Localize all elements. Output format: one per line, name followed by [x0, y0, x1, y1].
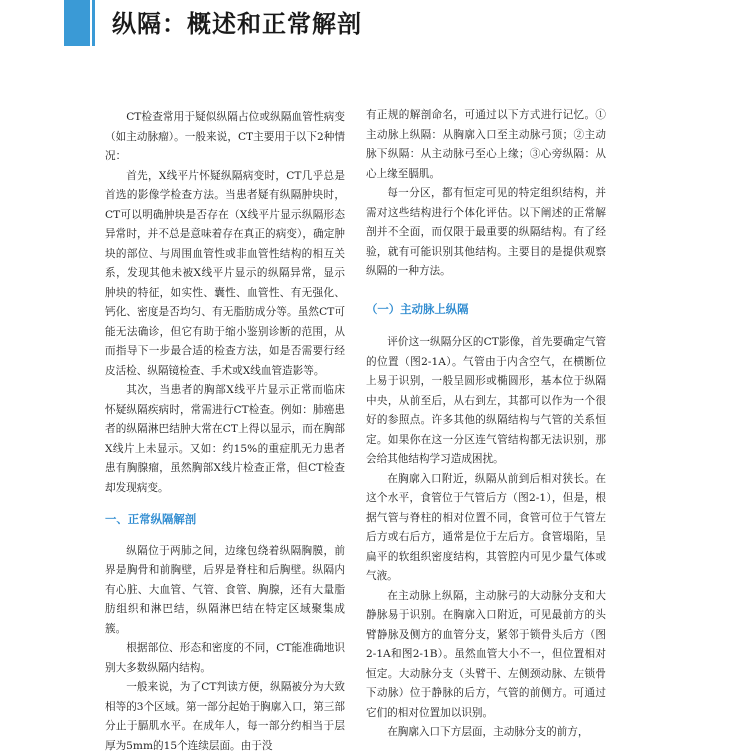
page-title: 纵隔：概述和正常解剖	[112, 10, 362, 38]
title-accent-bar	[64, 0, 90, 46]
paragraph: 在胸廓入口下方层面，主动脉分支的前方，	[387, 726, 589, 738]
paragraph: CT检查常用于疑似纵隔占位或纵隔血管性病变（如主动脉瘤）。一般来说，CT主要用于以下2种情况：	[105, 111, 345, 162]
right-column	[366, 106, 606, 743]
paragraph: 有正规的解剖命名，可通过以下方式进行记忆。①主动脉上纵隔：从胸廓入口至主动脉弓顶；②主动脉下纵隔：从主动脉弓至心上缘；③心旁纵隔：从心上缘至膈肌。	[366, 109, 606, 180]
section-heading: （一）主动脉上纵隔	[366, 301, 469, 316]
paragraph: 其次，当患者的胸部X线平片显示正常而临床怀疑纵隔疾病时，常需进行CT检查。例如：肺癌患者的纵隔淋巴结肿大常在CT上得以显示，而在胸部X线片上未显示。又如：约15%的重症肌无力患者患有胸腺瘤，虽然胸部X线片检查正常，但CT检查却发现病变。	[105, 384, 345, 494]
paragraph: 每一分区，都有恒定可见的特定组织结构，并需对这些结构进行个体化评估。以下阐述的正常解剖并不全面，而仅限于最重要的纵隔结构。有了经验，就有可能识别其他结构。主要目的是提供观察纵隔的一种方法。	[366, 187, 606, 277]
title-accent-line	[92, 0, 95, 46]
paragraph: 在主动脉上纵隔，主动脉弓的大动脉分支和大静脉易于识别。在胸廓入口附近，可见最前方的头臂静脉及侧方的血管分支，紧邻于锁骨头后方（图2-1A和图2-1B）。虽然血管大小不一，但位置相对恒定。大动脉分支（头臂干、左侧颈动脉、左锁骨下动脉）位于静脉的后方，气管的前侧方。可通过它们的相对位置加以识别。	[366, 589, 606, 719]
paragraph: 一般来说，为了CT判读方便，纵隔被分为大致相等的3个区域。第一部分起始于胸廓入口，第三部分止于膈肌水平。在成年人，每一部分约相当于层厚为5mm的15个连续层面。由于没	[105, 681, 345, 752]
paragraph: 根据部位、形态和密度的不同，CT能准确地识别大多数纵隔内结构。	[105, 642, 345, 674]
section-heading: 一、正常纵隔解剖	[105, 512, 197, 526]
paragraph: 纵隔位于两肺之间，边缘包绕着纵隔胸膜，前界是胸骨和前胸壁，后界是脊柱和后胸壁。纵隔内有心脏、大血管、气管、食管、胸腺，还有大量脂肪组织和淋巴结，纵隔淋巴结在特定区域聚集成簇。	[105, 544, 345, 635]
paragraph: 在胸廓入口附近，纵隔从前到后相对狭长。在这个水平，食管位于气管后方（图2-1），但是，根据气管与脊柱的相对位置不同，食管可位于气管左后方或右后方，通常是位于左后方。食管塌陷，呈扁平的软组织密度结构，其管腔内可见少量气体或气液。	[366, 472, 606, 582]
left-column	[105, 108, 345, 756]
paragraph: 评价这一纵隔分区的CT影像，首先要确定气管的位置（图2-1A）。气管由于内含空气，在横断位上易于识别，一般呈圆形或椭圆形，基本位于纵隔中央，从前至后，从右到左，其都可以作为一个很好的参照点。许多其他的纵隔结构与气管的关系恒定。如果你在这一分区连气管结构都无法识别，那会给其他结构学习造成困扰。	[366, 336, 606, 465]
paragraph: 首先，X线平片怀疑纵隔病变时，CT几乎总是首选的影像学检查方法。当患者疑有纵隔肿块时，CT可以明确肿块是否存在（X线平片显示纵隔形态异常时，并不总是意味着存在真正的病变），确定肿块的部位、与周围血管性或非血管性结构的相互关系，发现其他未被X线平片显示的纵隔异常，显示肿块的特征，如实性、囊性、血管性、有无强化、钙化、密度是否均匀、有无脂肪成分等。虽然CT可能无法确诊，但它有助于缩小鉴别诊断的范围，从而指导下一步最合适的检查方法，如是否需要行经皮活检、纵隔镜检查、手术或X线血管造影等。	[105, 169, 345, 377]
